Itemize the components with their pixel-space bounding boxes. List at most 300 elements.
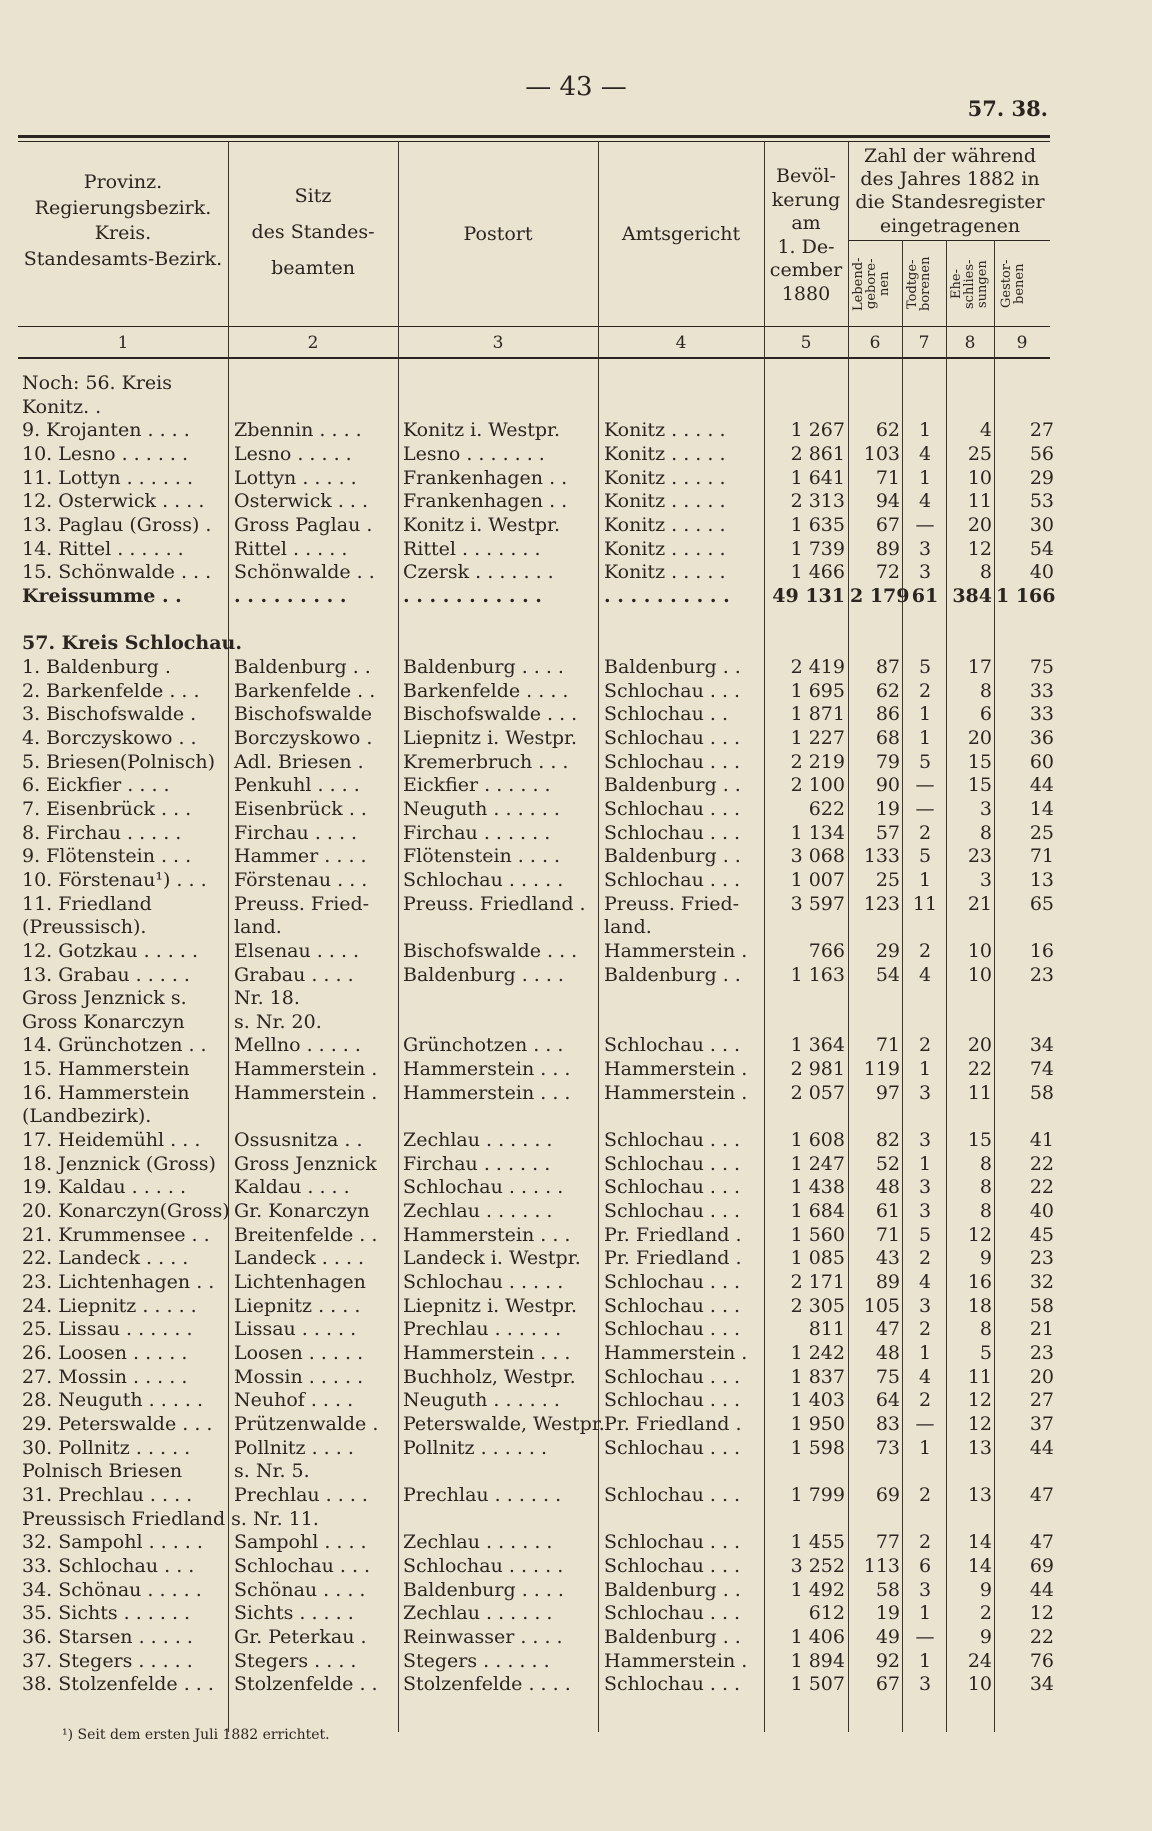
cell-c5: 1 739 bbox=[790, 537, 845, 560]
cell-c6: 89 bbox=[875, 537, 900, 560]
cell-c9: 22 bbox=[1029, 1625, 1054, 1648]
cell-c9: 75 bbox=[1029, 655, 1054, 678]
cell-c4: Konitz . . . . . bbox=[604, 419, 726, 442]
cell-c9: 45 bbox=[1029, 1223, 1054, 1246]
cell-c7: 5 bbox=[918, 750, 932, 773]
cell-c3: Landeck i. Westpr. bbox=[403, 1247, 581, 1270]
cell-c1: 32. Sampohl . . . . . bbox=[22, 1531, 203, 1554]
cell-c2: Adl. Briesen . bbox=[234, 750, 364, 773]
cell-c9: 1 166 bbox=[996, 584, 1056, 607]
cell-c8: 8 bbox=[979, 561, 992, 584]
cell-c7: 1 bbox=[918, 868, 932, 891]
cell-c9: 54 bbox=[1029, 537, 1054, 560]
cell-c4: Schlochau . . . bbox=[604, 1200, 741, 1223]
cell-c7: 3 bbox=[918, 1129, 932, 1152]
cell-c8: 20 bbox=[967, 726, 992, 749]
cell-c1: 11. Friedland bbox=[22, 892, 152, 915]
cell-c3: Firchau . . . . . . bbox=[403, 1152, 551, 1175]
cell-c7: 2 bbox=[918, 1318, 932, 1341]
cell-c9: 14 bbox=[1029, 797, 1054, 820]
cell-c9: 76 bbox=[1029, 1649, 1054, 1672]
header-rule bbox=[18, 326, 1050, 327]
cell-c3: Frankenhagen . . bbox=[403, 490, 568, 513]
cell-c2: Lichtenhagen bbox=[234, 1271, 366, 1294]
cell-c1: 10. Lesno . . . . . . bbox=[22, 442, 189, 465]
cell-c1: 15. Hammerstein bbox=[22, 1058, 190, 1081]
cell-c1: 9. Krojanten . . . . bbox=[22, 419, 190, 442]
top-rule bbox=[18, 135, 1050, 138]
cell-c4: Schlochau . . . bbox=[604, 1271, 741, 1294]
cell-c3: Bischofswalde . . . bbox=[403, 939, 578, 962]
cell-c3: Schlochau . . . . . bbox=[403, 1271, 564, 1294]
cell-c2: Lissau . . . . . bbox=[234, 1318, 357, 1341]
table-row bbox=[0, 609, 1152, 633]
cell-c9: 12 bbox=[1029, 1602, 1054, 1625]
cell-c1: 13. Grabau . . . . . bbox=[22, 963, 190, 986]
cell-c8: 5 bbox=[979, 1342, 992, 1365]
table-row bbox=[0, 1200, 1152, 1224]
cell-c5: 1 403 bbox=[790, 1389, 845, 1412]
cell-c8: 10 bbox=[967, 1673, 992, 1696]
cell-c1: 16. Hammerstein bbox=[22, 1081, 190, 1104]
cell-c7: 5 bbox=[918, 655, 932, 678]
cell-c6: 62 bbox=[875, 679, 900, 702]
cell-c4: Schlochau . . . bbox=[604, 1602, 741, 1625]
cell-c9: 71 bbox=[1029, 845, 1054, 868]
cell-c9: 34 bbox=[1029, 1034, 1054, 1057]
cell-c7: 5 bbox=[918, 1223, 932, 1246]
cell-c8: 14 bbox=[967, 1531, 992, 1554]
table-row bbox=[0, 656, 1152, 680]
cell-c1: 12. Osterwick . . . . bbox=[22, 490, 205, 513]
cell-c3: Liepnitz i. Westpr. bbox=[403, 726, 578, 749]
cell-c9: 44 bbox=[1029, 1436, 1054, 1459]
cell-c4: Pr. Friedland . bbox=[604, 1413, 742, 1436]
cell-c7: 1 bbox=[918, 1058, 932, 1081]
cell-c7: 6 bbox=[918, 1555, 932, 1577]
cell-c7: 2 bbox=[918, 679, 932, 702]
cell-c7: 3 bbox=[918, 1673, 932, 1696]
cell-c9: 34 bbox=[1029, 1673, 1054, 1696]
cell-c3: Buchholz, Westpr. bbox=[403, 1365, 576, 1388]
cell-c8: 18 bbox=[967, 1294, 992, 1317]
cell-c5: 3 068 bbox=[790, 845, 845, 868]
cell-c4: Schlochau . . . bbox=[604, 1365, 741, 1388]
cell-c8: 11 bbox=[967, 1365, 992, 1388]
table-row bbox=[0, 822, 1152, 846]
cell-c1: 11. Lottyn . . . . . . bbox=[22, 466, 194, 489]
cell-c9: 27 bbox=[1029, 419, 1054, 442]
cell-c2: Mossin . . . . . bbox=[234, 1365, 364, 1388]
cell-c3: Zechlau . . . . . . bbox=[403, 1200, 553, 1223]
table-row bbox=[0, 869, 1152, 893]
cell-c8: 3 bbox=[979, 868, 992, 891]
cell-c1: 28. Neuguth . . . . . bbox=[22, 1389, 204, 1412]
cell-c8: 6 bbox=[979, 703, 992, 726]
cell-c3: Barkenfelde . . . . bbox=[403, 679, 569, 702]
cell-c2: Nr. 18. bbox=[234, 987, 300, 1010]
cell-c3: Lesno . . . . . . . bbox=[403, 442, 545, 465]
cell-c8: 20 bbox=[967, 513, 992, 536]
cell-c1: 14. Grünchotzen . . bbox=[22, 1034, 207, 1057]
table-row bbox=[0, 751, 1152, 775]
cell-c3: Eickfier . . . . . . bbox=[403, 774, 551, 797]
cell-c7: 2 bbox=[918, 1247, 932, 1270]
cell-c6: 133 bbox=[863, 845, 900, 868]
cell-c7: 11 bbox=[912, 892, 938, 915]
cell-c6: 94 bbox=[875, 490, 900, 513]
cell-c6: 52 bbox=[875, 1152, 900, 1175]
cell-c4: Schlochau . . . bbox=[604, 1555, 741, 1577]
cell-c5: 1 466 bbox=[790, 561, 845, 584]
cell-c9: 47 bbox=[1029, 1531, 1054, 1554]
cell-c8: 11 bbox=[967, 1081, 992, 1104]
cell-c3: Preuss. Friedland . bbox=[403, 892, 586, 915]
cell-c6: 49 bbox=[875, 1625, 900, 1648]
cell-c1: Gross Jenznick s. bbox=[22, 987, 187, 1010]
cell-c4: Schlochau . . bbox=[604, 703, 729, 726]
table-row bbox=[0, 940, 1152, 964]
cell-c8: 10 bbox=[967, 963, 992, 986]
cell-c9: 21 bbox=[1029, 1318, 1054, 1341]
cell-c2: Landeck . . . . bbox=[234, 1247, 365, 1270]
cell-c1: 17. Heidemühl . . . bbox=[22, 1129, 201, 1152]
cell-c2: Gr. Peterkau . bbox=[234, 1625, 367, 1648]
table-row bbox=[0, 514, 1152, 538]
cell-c6: 64 bbox=[875, 1389, 900, 1412]
cell-c5: 1 695 bbox=[790, 679, 845, 702]
cell-c1: 38. Stolzenfelde . . . bbox=[22, 1673, 214, 1696]
cell-c2: Bischofswalde bbox=[234, 703, 372, 726]
cell-c4: land. bbox=[604, 916, 652, 939]
column-number: 1 bbox=[117, 333, 129, 353]
cell-c8: 9 bbox=[979, 1625, 992, 1648]
cell-c1: 10. Förstenau¹) . . . bbox=[22, 868, 207, 891]
cell-c8: 25 bbox=[967, 442, 992, 465]
cell-c1: 12. Gotzkau . . . . . bbox=[22, 939, 198, 962]
cell-c4: Konitz . . . . . bbox=[604, 561, 726, 584]
cell-c4: Konitz . . . . . bbox=[604, 442, 726, 465]
cell-c2: Ossusnitza . . bbox=[234, 1129, 363, 1152]
cell-c8: 15 bbox=[967, 750, 992, 773]
table-row bbox=[0, 1389, 1152, 1413]
table-row bbox=[0, 1058, 1152, 1082]
column-header-court: Amtsgericht bbox=[621, 223, 741, 245]
cell-c7: 61 bbox=[911, 584, 939, 607]
cell-c2: Rittel . . . . . bbox=[234, 537, 348, 560]
cell-c3: Bischofswalde . . . bbox=[403, 703, 578, 726]
cell-c3: Kremerbruch . . . bbox=[403, 750, 569, 773]
cell-c6: 82 bbox=[875, 1129, 900, 1152]
cell-c1: (Landbezirk). bbox=[22, 1105, 152, 1128]
cell-c2: Schlochau . . . bbox=[234, 1555, 371, 1577]
cell-c3: Czersk . . . . . . . bbox=[403, 561, 554, 584]
cell-c9: 41 bbox=[1029, 1129, 1054, 1152]
cell-c1: 9. Flötenstein . . . bbox=[22, 845, 192, 868]
cell-c7: 1 bbox=[918, 466, 932, 489]
cell-c2: Barkenfelde . . bbox=[234, 679, 376, 702]
cell-c9: 65 bbox=[1029, 892, 1054, 915]
cell-c1: 36. Starsen . . . . . bbox=[22, 1625, 193, 1648]
cell-c1: 4. Borczyskowo . . bbox=[22, 726, 197, 749]
cell-c1: 2. Barkenfelde . . . bbox=[22, 679, 200, 702]
cell-c9: 29 bbox=[1029, 466, 1054, 489]
table-row bbox=[0, 372, 1152, 396]
table-row bbox=[0, 632, 1152, 656]
cell-c5: 1 598 bbox=[790, 1436, 845, 1459]
cell-c5: 2 100 bbox=[790, 774, 845, 797]
cell-c4: Schlochau . . . bbox=[604, 1152, 741, 1175]
cell-c4: Baldenburg . . bbox=[604, 1625, 741, 1648]
cell-c6: 92 bbox=[875, 1649, 900, 1672]
cell-c1: 15. Schönwalde . . . bbox=[22, 561, 212, 584]
cell-c4: Hammerstein . bbox=[604, 1649, 748, 1672]
cell-c2: Loosen . . . . . bbox=[234, 1342, 364, 1365]
cell-c5: 1 007 bbox=[790, 868, 845, 891]
cell-c6: 69 bbox=[875, 1484, 900, 1507]
table-row bbox=[0, 1318, 1152, 1342]
cell-c5: 1 134 bbox=[790, 821, 845, 844]
cell-c4: . . . . . . . . . . bbox=[604, 584, 730, 607]
cell-c7: 4 bbox=[918, 1271, 932, 1294]
cell-c1: Gross Konarczyn bbox=[22, 1010, 185, 1033]
cell-c4: Schlochau . . . bbox=[604, 868, 741, 891]
cell-c1: 30. Pollnitz . . . . . bbox=[22, 1436, 191, 1459]
table-row bbox=[0, 561, 1152, 585]
cell-c1: 13. Paglau (Gross) . bbox=[22, 513, 212, 536]
column-header-district: Provinz. Regierungsbezirk. Kreis. Standesamts-Bezirk. bbox=[23, 171, 223, 270]
cell-c8: 384 bbox=[952, 584, 992, 607]
group-rule bbox=[848, 240, 1050, 241]
cell-c5: 811 bbox=[808, 1318, 845, 1341]
cell-c3: Zechlau . . . . . . bbox=[403, 1129, 553, 1152]
table-row bbox=[0, 1247, 1152, 1271]
cell-c5: 2 313 bbox=[790, 490, 845, 513]
cell-c1: Polnisch Briesen bbox=[22, 1460, 183, 1483]
table-row bbox=[0, 1437, 1152, 1461]
cell-c5: 1 560 bbox=[790, 1223, 845, 1246]
cell-c1: 22. Landeck . . . . bbox=[22, 1247, 189, 1270]
table-row bbox=[0, 396, 1152, 420]
cell-c2: s. Nr. 20. bbox=[234, 1010, 322, 1033]
cell-c5: 2 981 bbox=[790, 1058, 845, 1081]
cell-c2: Stolzenfelde . . bbox=[234, 1673, 378, 1696]
cell-c9: 74 bbox=[1029, 1058, 1054, 1081]
cell-c3: Grünchotzen . . . bbox=[403, 1034, 564, 1057]
cell-c6: 71 bbox=[875, 1223, 900, 1246]
cell-c6: 103 bbox=[863, 442, 900, 465]
cell-c3: Pollnitz . . . . . . bbox=[403, 1436, 548, 1459]
cell-c4: Preuss. Fried- bbox=[604, 892, 740, 915]
cell-c2: Neuhof . . . . bbox=[234, 1389, 354, 1412]
cell-c3: Hammerstein . . . bbox=[403, 1342, 571, 1365]
cell-c2: Hammer . . . . bbox=[234, 845, 367, 868]
cell-c1: 1. Baldenburg . bbox=[22, 655, 171, 678]
cell-c4: Konitz . . . . . bbox=[604, 466, 726, 489]
cell-c3: Baldenburg . . . . bbox=[403, 1578, 564, 1601]
cell-c6: 62 bbox=[875, 419, 900, 442]
cell-c6: 105 bbox=[863, 1294, 900, 1317]
cell-c4: Hammerstein . bbox=[604, 1058, 748, 1081]
cell-c5: 622 bbox=[808, 797, 845, 820]
cell-c1: 7. Eisenbrück . . . bbox=[22, 797, 192, 820]
cell-c7: 1 bbox=[918, 1152, 932, 1175]
cell-c7: 4 bbox=[918, 963, 932, 986]
cell-c9: 44 bbox=[1029, 1578, 1054, 1601]
table-row bbox=[0, 1295, 1152, 1319]
cell-c3: Stolzenfelde . . . . bbox=[403, 1673, 571, 1696]
cell-c3: Stegers . . . . . . bbox=[403, 1649, 550, 1672]
cell-c6: 90 bbox=[875, 774, 900, 797]
cell-c2: Baldenburg . . bbox=[234, 655, 371, 678]
cell-c4: Schlochau . . . bbox=[604, 821, 741, 844]
cell-c3: Konitz i. Westpr. bbox=[403, 419, 561, 442]
cell-c7: 3 bbox=[918, 1176, 932, 1199]
cell-c2: Stegers . . . . bbox=[234, 1649, 357, 1672]
cell-c5: 2 861 bbox=[790, 442, 845, 465]
table-row bbox=[0, 1579, 1152, 1603]
cell-c9: 33 bbox=[1029, 703, 1054, 726]
cell-c9: 13 bbox=[1029, 868, 1054, 891]
column-number: 7 bbox=[918, 333, 930, 353]
cell-c2: Gross Jenznick bbox=[234, 1152, 377, 1175]
cell-c4: Baldenburg . . bbox=[604, 963, 741, 986]
cell-c2: Lesno . . . . . bbox=[234, 442, 352, 465]
cell-c4: Konitz . . . . . bbox=[604, 513, 726, 536]
cell-c4: Schlochau . . . bbox=[604, 1129, 741, 1152]
table-row bbox=[0, 1673, 1152, 1697]
cell-c1: 31. Prechlau . . . . bbox=[22, 1484, 193, 1507]
cell-c9: 22 bbox=[1029, 1152, 1054, 1175]
cell-c2: . . . . . . . . . bbox=[234, 584, 347, 607]
table-row bbox=[0, 1082, 1152, 1106]
cell-c4: Schlochau . . . bbox=[604, 679, 741, 702]
cell-c4: Schlochau . . . bbox=[604, 1176, 741, 1199]
footnote: ¹) Seit dem ersten Juli 1882 errichtet. bbox=[62, 1727, 330, 1743]
cell-c2: Lottyn . . . . . bbox=[234, 466, 357, 489]
table-row bbox=[0, 1034, 1152, 1058]
cell-c7: 3 bbox=[918, 537, 932, 560]
cell-c2: Schönau . . . . bbox=[234, 1578, 366, 1601]
cell-c6: 57 bbox=[875, 821, 900, 844]
table-row bbox=[0, 467, 1152, 491]
cell-c6: 61 bbox=[875, 1200, 900, 1223]
cell-c1: 57. Kreis Schlochau. bbox=[22, 632, 242, 655]
cell-c8: 12 bbox=[967, 1413, 992, 1436]
top-rule-thin bbox=[18, 141, 1050, 142]
cell-c2: Prützenwalde . bbox=[234, 1413, 379, 1436]
cell-c8: 10 bbox=[967, 939, 992, 962]
cell-c2: Eisenbrück . . bbox=[234, 797, 367, 820]
cell-c6: 48 bbox=[875, 1176, 900, 1199]
cell-c1: 6. Eickfier . . . . bbox=[22, 774, 170, 797]
cell-c5: 1 950 bbox=[790, 1413, 845, 1436]
cell-c5: 1 635 bbox=[790, 513, 845, 536]
cell-c8: 12 bbox=[967, 537, 992, 560]
cell-c5: 1 163 bbox=[790, 963, 845, 986]
table-row bbox=[0, 1650, 1152, 1674]
cell-c4: Konitz . . . . . bbox=[604, 490, 726, 513]
column-number: 3 bbox=[492, 333, 504, 353]
cell-c6: 29 bbox=[875, 939, 900, 962]
table-row bbox=[0, 443, 1152, 467]
cell-c5: 1 608 bbox=[790, 1129, 845, 1152]
column-header-live-births: Lebend- gebore- nen bbox=[851, 257, 892, 311]
cell-c6: 113 bbox=[863, 1555, 900, 1577]
table-row bbox=[0, 893, 1152, 917]
cell-c2: Liepnitz . . . . bbox=[234, 1294, 361, 1317]
cell-c5: 2 057 bbox=[790, 1081, 845, 1104]
cell-c1: 29. Peterswalde . . . bbox=[22, 1413, 213, 1436]
cell-c9: 60 bbox=[1029, 750, 1054, 773]
cell-c5: 1 684 bbox=[790, 1200, 845, 1223]
cell-c7: — bbox=[915, 1413, 935, 1436]
cell-c2: Schönwalde . . bbox=[234, 561, 375, 584]
cell-c6: 77 bbox=[875, 1531, 900, 1554]
cell-c9: 22 bbox=[1029, 1176, 1054, 1199]
cell-c4: Pr. Friedland . bbox=[604, 1223, 742, 1246]
column-header-marriages: Ehe- schlies- sungen bbox=[949, 259, 990, 309]
column-header-population: Bevöl- kerung am 1. De- cember 1880 bbox=[769, 165, 843, 305]
cell-c6: 47 bbox=[875, 1318, 900, 1341]
cell-c5: 3 252 bbox=[790, 1555, 845, 1577]
cell-c5: 1 247 bbox=[790, 1152, 845, 1175]
table-row bbox=[0, 1342, 1152, 1366]
table-row bbox=[0, 538, 1152, 562]
cell-c4: Baldenburg . . bbox=[604, 774, 741, 797]
table-row bbox=[0, 1176, 1152, 1200]
cell-c7: 2 bbox=[918, 1034, 932, 1057]
cell-c6: 87 bbox=[875, 655, 900, 678]
cell-c5: 1 799 bbox=[790, 1484, 845, 1507]
cell-c7: 5 bbox=[918, 845, 932, 868]
page-reference: 57. 38. bbox=[967, 96, 1048, 121]
cell-c8: 8 bbox=[979, 679, 992, 702]
cell-c9: 25 bbox=[1029, 821, 1054, 844]
cell-c1: Konitz. . bbox=[22, 395, 102, 418]
cell-c8: 12 bbox=[967, 1223, 992, 1246]
cell-c6: 79 bbox=[875, 750, 900, 773]
cell-c6: 68 bbox=[875, 726, 900, 749]
cell-c2: Breitenfelde . . bbox=[234, 1223, 378, 1246]
cell-c3: Schlochau . . . . . bbox=[403, 1176, 564, 1199]
cell-c1: Noch: 56. Kreis bbox=[22, 372, 172, 394]
cell-c2: Firchau . . . . bbox=[234, 821, 358, 844]
cell-c7: — bbox=[915, 774, 935, 797]
cell-c9: 58 bbox=[1029, 1294, 1054, 1317]
cell-c6: 67 bbox=[875, 513, 900, 536]
cell-c8: 21 bbox=[967, 892, 992, 915]
cell-c7: 4 bbox=[918, 490, 932, 513]
cell-c7: 3 bbox=[918, 1081, 932, 1104]
cell-c9: 37 bbox=[1029, 1413, 1054, 1436]
cell-c3: Baldenburg . . . . bbox=[403, 655, 564, 678]
cell-c7: 1 bbox=[918, 1649, 932, 1672]
column-header-post-office: Postort bbox=[463, 223, 533, 245]
cell-c6: 73 bbox=[875, 1436, 900, 1459]
cell-c3: Konitz i. Westpr. bbox=[403, 513, 561, 536]
cell-c9: 23 bbox=[1029, 963, 1054, 986]
table-row bbox=[0, 964, 1152, 988]
cell-c5: 2 419 bbox=[790, 655, 845, 678]
cell-c2: Kaldau . . . . bbox=[234, 1176, 350, 1199]
cell-c8: 15 bbox=[967, 774, 992, 797]
table-row bbox=[0, 727, 1152, 751]
cell-c8: 14 bbox=[967, 1555, 992, 1577]
cell-c7: 2 bbox=[918, 821, 932, 844]
cell-c4: Schlochau . . . bbox=[604, 726, 741, 749]
column-number: 8 bbox=[964, 333, 976, 353]
